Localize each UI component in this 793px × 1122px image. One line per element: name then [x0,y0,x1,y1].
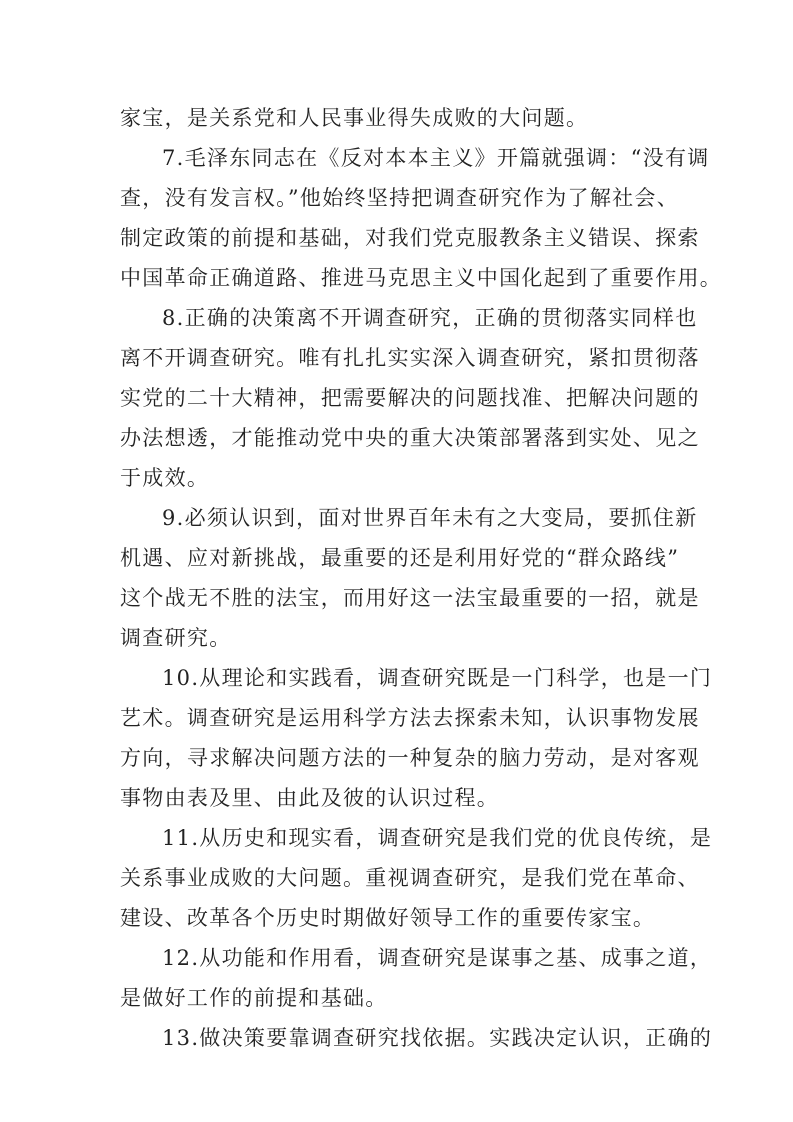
text-line: 9.必须认识到，面对世界百年未有之大变局，要抓住新 [162,506,698,530]
text-line: 查，没有发言权。”他始终坚持把调查研究作为了解社会、 [120,186,680,210]
text-line: 艺术。调查研究是运用科学方法去探索未知，认识事物发展 [120,706,700,730]
text-line: 13.做决策要靠调查研究找依据。实践决定认识，正确的 [162,1026,713,1050]
text-line: 是做好工作的前提和基础。 [120,986,388,1010]
text-line: 实党的二十大精神，把需要解决的问题找准、把解决问题的 [120,386,700,410]
text-line: 这个战无不胜的法宝，而用好这一法宝最重要的一招，就是 [120,586,700,610]
text-line: 制定政策的前提和基础，对我们党克服教条主义错误、探索 [120,226,700,250]
text-line: 建设、改革各个历史时期做好领导工作的重要传家宝。 [120,906,656,930]
text-line: 方向，寻求解决问题方法的一种复杂的脑力劳动，是对客观 [120,746,700,770]
text-line: 8.正确的决策离不开调查研究，正确的贯彻落实同样也 [162,306,698,330]
text-line: 11.从历史和现实看，调查研究是我们党的优良传统，是 [162,826,713,850]
text-line: 家宝，是关系党和人民事业得失成败的大问题。 [120,106,589,130]
text-line: 关系事业成败的大问题。重视调查研究，是我们党在革命、 [120,866,700,890]
text-line: 中国革命正确道路、推进马克思主义中国化起到了重要作用。 [120,266,723,290]
text-line: 7.毛泽东同志在《反对本本主义》开篇就强调：“没有调 [162,146,710,170]
text-line: 调查研究。 [120,626,232,650]
text-line: 办法想透，才能推动党中央的重大决策部署落到实处、见之 [120,426,700,450]
text-line: 于成效。 [120,466,210,490]
text-line: 12.从功能和作用看，调查研究是谋事之基、成事之道， [162,946,713,970]
text-line: 10.从理论和实践看，调查研究既是一门科学，也是一门 [162,666,713,690]
text-line: 离不开调查研究。唯有扎扎实实深入调查研究，紧扣贯彻落 [120,346,700,370]
text-line: 机遇、应对新挑战，最重要的还是利用好党的“群众路线” [120,546,680,570]
text-line: 事物由表及里、由此及彼的认识过程。 [120,786,500,810]
